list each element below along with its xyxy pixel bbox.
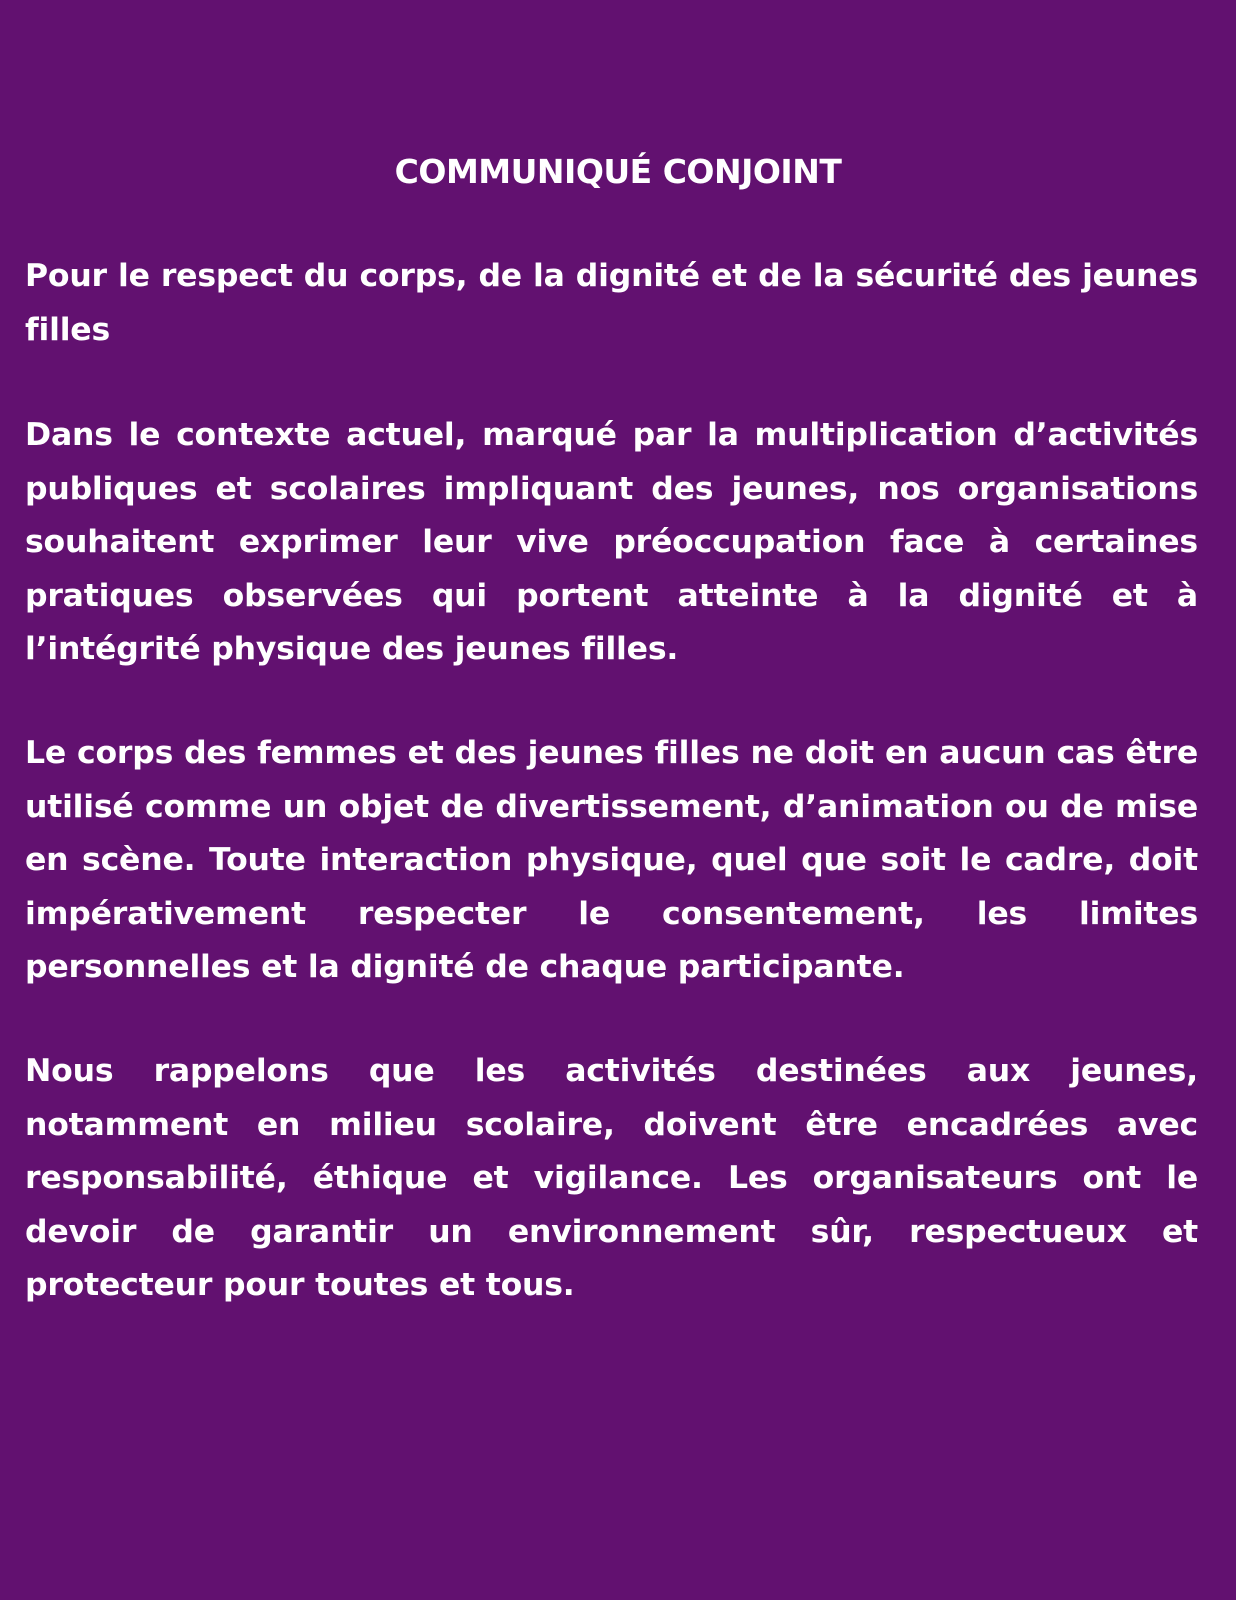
document-title: COMMUNIQUÉ CONJOINT	[394, 152, 842, 191]
paragraph-body-respect: Le corps des femmes et des jeunes filles ne doit en aucun cas être utilisé comme un objet de divertissement, d’animation ou de mise en scène. Toute interaction physique, quel que soit le cadre, doit impérativement respecter le consentement, les limites personnelles et la dignité de chaque participante.	[25, 735, 1198, 985]
document-heading: Pour le respect du corps, de la dignité et de la sécurité des jeunes filles	[25, 258, 1198, 348]
paragraph-responsibility: Nous rappelons que les activités destinées aux jeunes, notamment en milieu scolaire, doivent être encadrées avec responsabilité, éthique et vigilance. Les organisateurs ont le devoir de garantir un environnement sûr, respectueux et protecteur pour toutes et tous.	[25, 1053, 1198, 1303]
paragraph-context: Dans le contexte actuel, marqué par la multiplication d’activités publiques et scolaires impliquant des jeunes, nos organisations souhaitent exprimer leur vive préoccupation face à certaines pratiques observées qui portent atteinte à la dignité et à l’intégrité physique des jeunes filles.	[25, 417, 1198, 667]
